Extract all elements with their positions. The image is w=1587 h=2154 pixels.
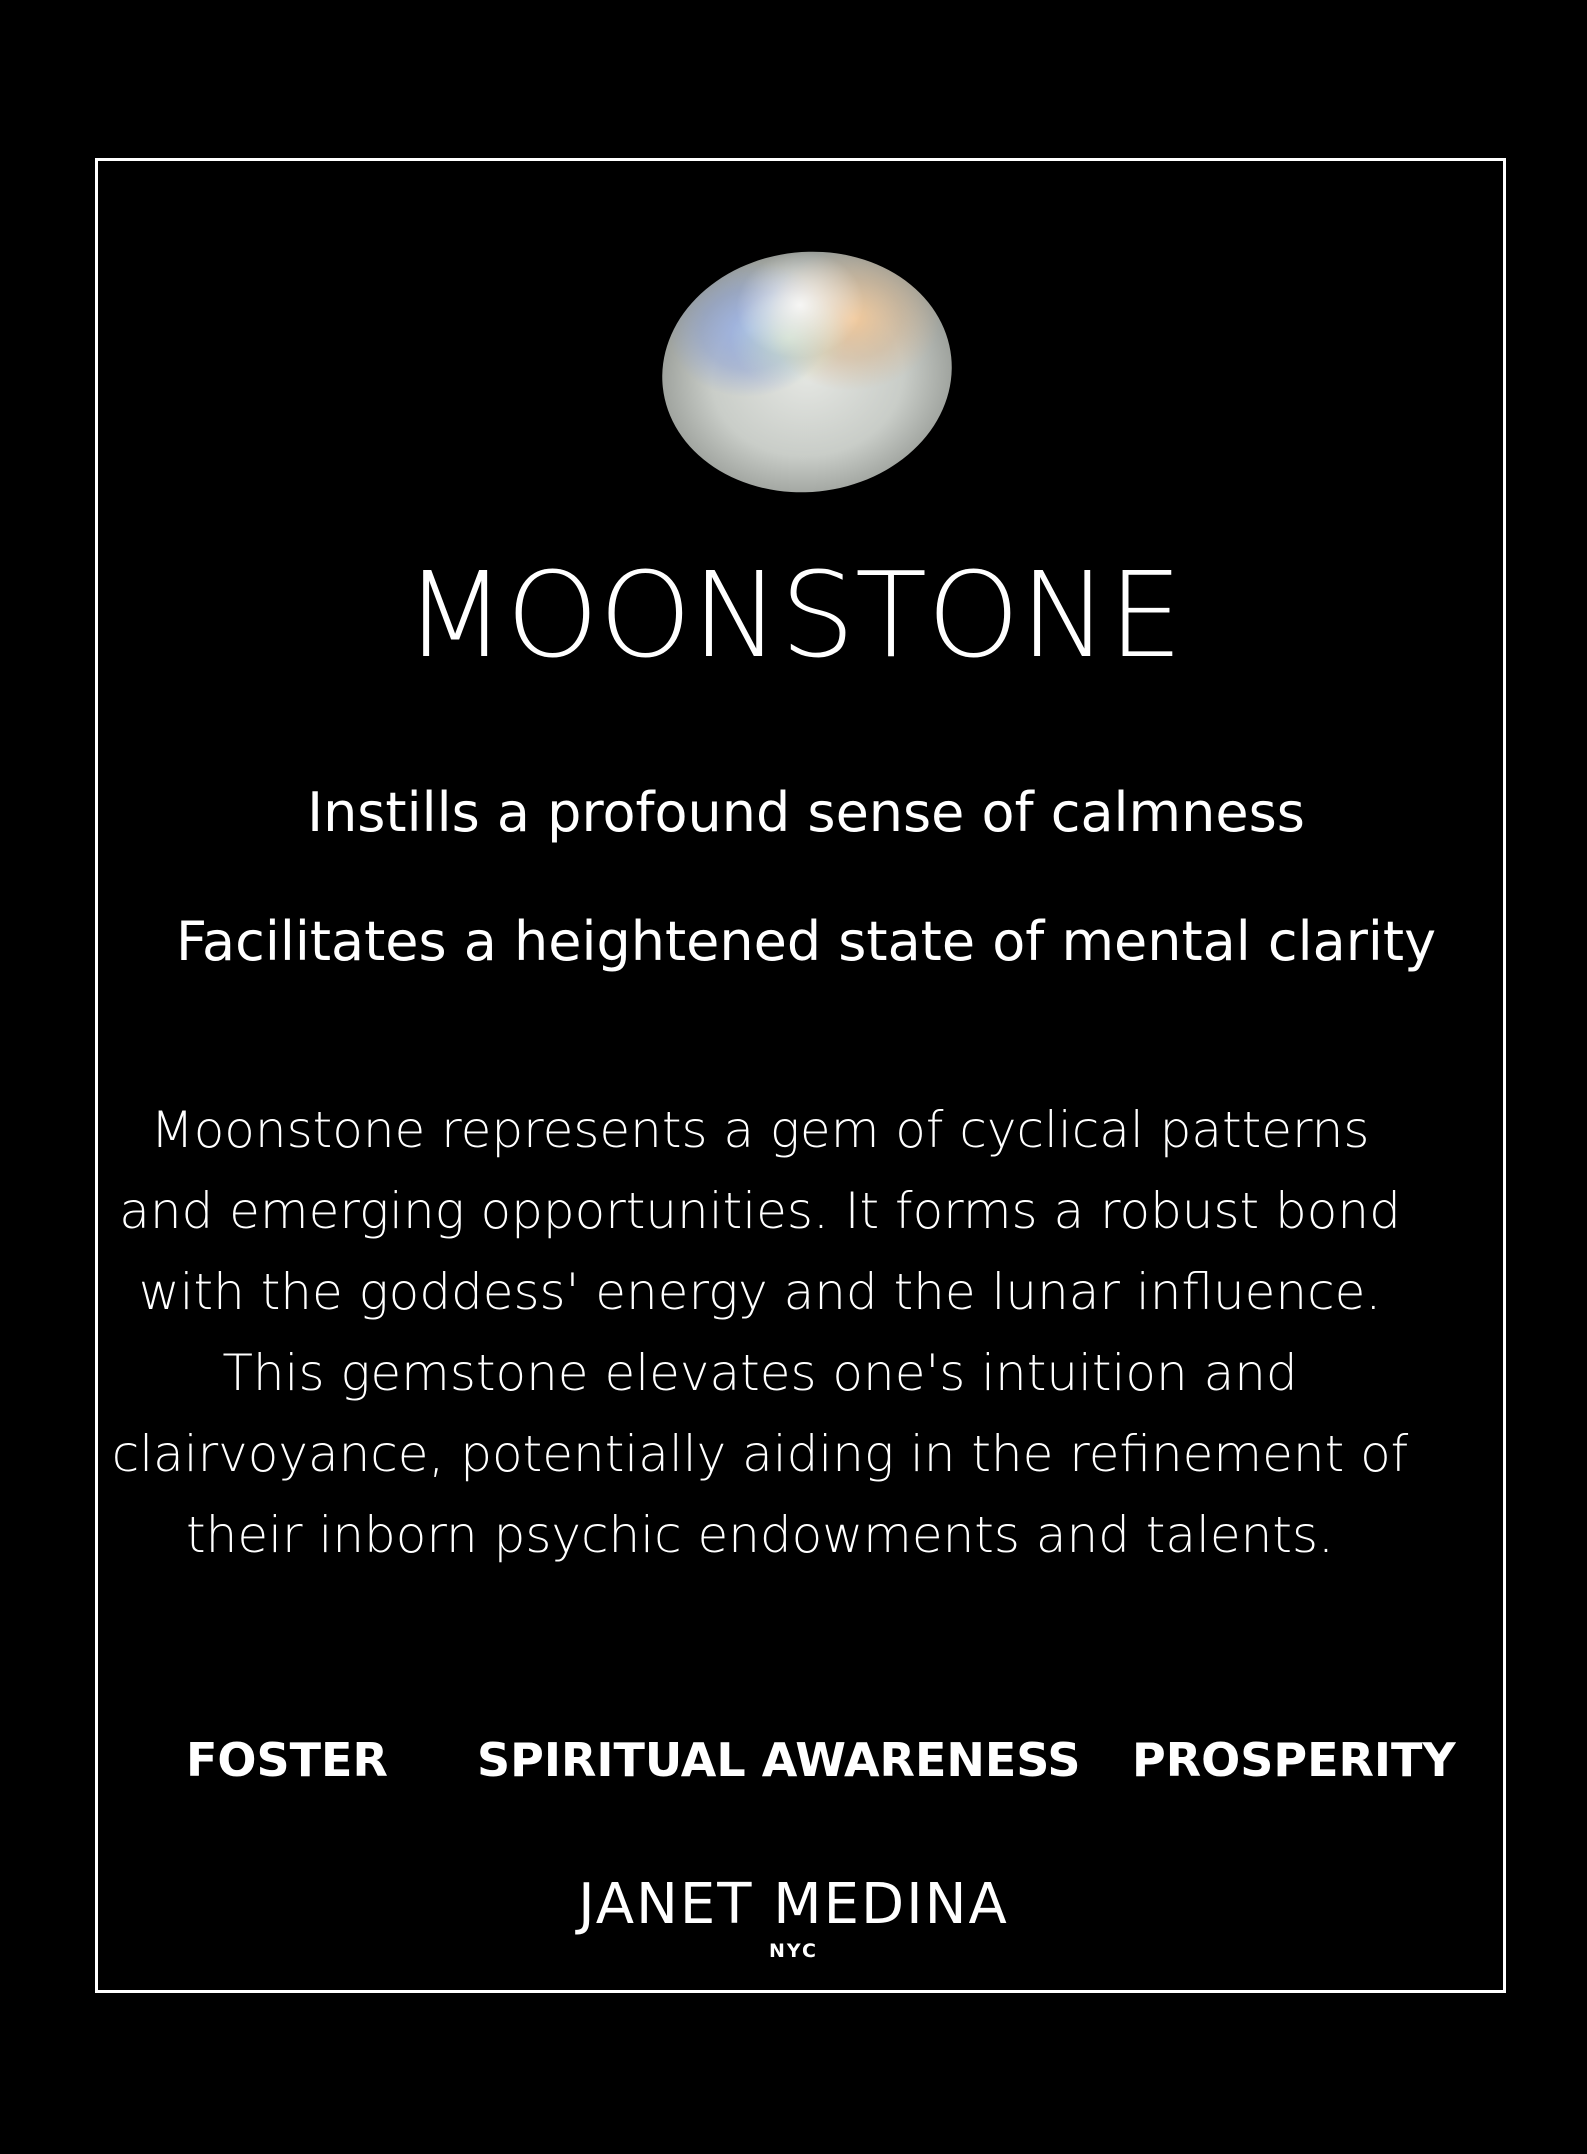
description-line: and emerging opportunities. It forms a robust bond xyxy=(119,1182,1401,1240)
brand-logo-name: JANET MEDINA xyxy=(578,1872,1009,1937)
gem-title: MOONSTONE xyxy=(404,546,1183,684)
keyword-spiritual-awareness: SPIRITUAL AWARENESS xyxy=(477,1733,1081,1787)
brand-logo-location: NYC xyxy=(769,1940,818,1962)
keyword-row xyxy=(0,1730,1587,1790)
gem-description xyxy=(60,1090,1460,1576)
moonstone-image xyxy=(660,250,954,495)
keyword-prosperity: PROSPERITY xyxy=(1132,1733,1456,1787)
tagline-clarity: Facilitates a heightened state of mental clarity xyxy=(175,910,1437,973)
description-line: clairvoyance, potentially aiding in the refinement of xyxy=(111,1425,1409,1483)
tagline-calmness: Instills a profound sense of calmness xyxy=(307,781,1305,844)
keyword-foster: FOSTER xyxy=(186,1733,388,1787)
description-line: their inborn psychic endowments and talents. xyxy=(186,1506,1334,1564)
description-line: with the goddess' energy and the lunar influence. xyxy=(138,1263,1382,1321)
description-line: This gemstone elevates one's intuition and xyxy=(222,1344,1298,1402)
description-line: Moonstone represents a gem of cyclical patterns xyxy=(150,1101,1370,1159)
